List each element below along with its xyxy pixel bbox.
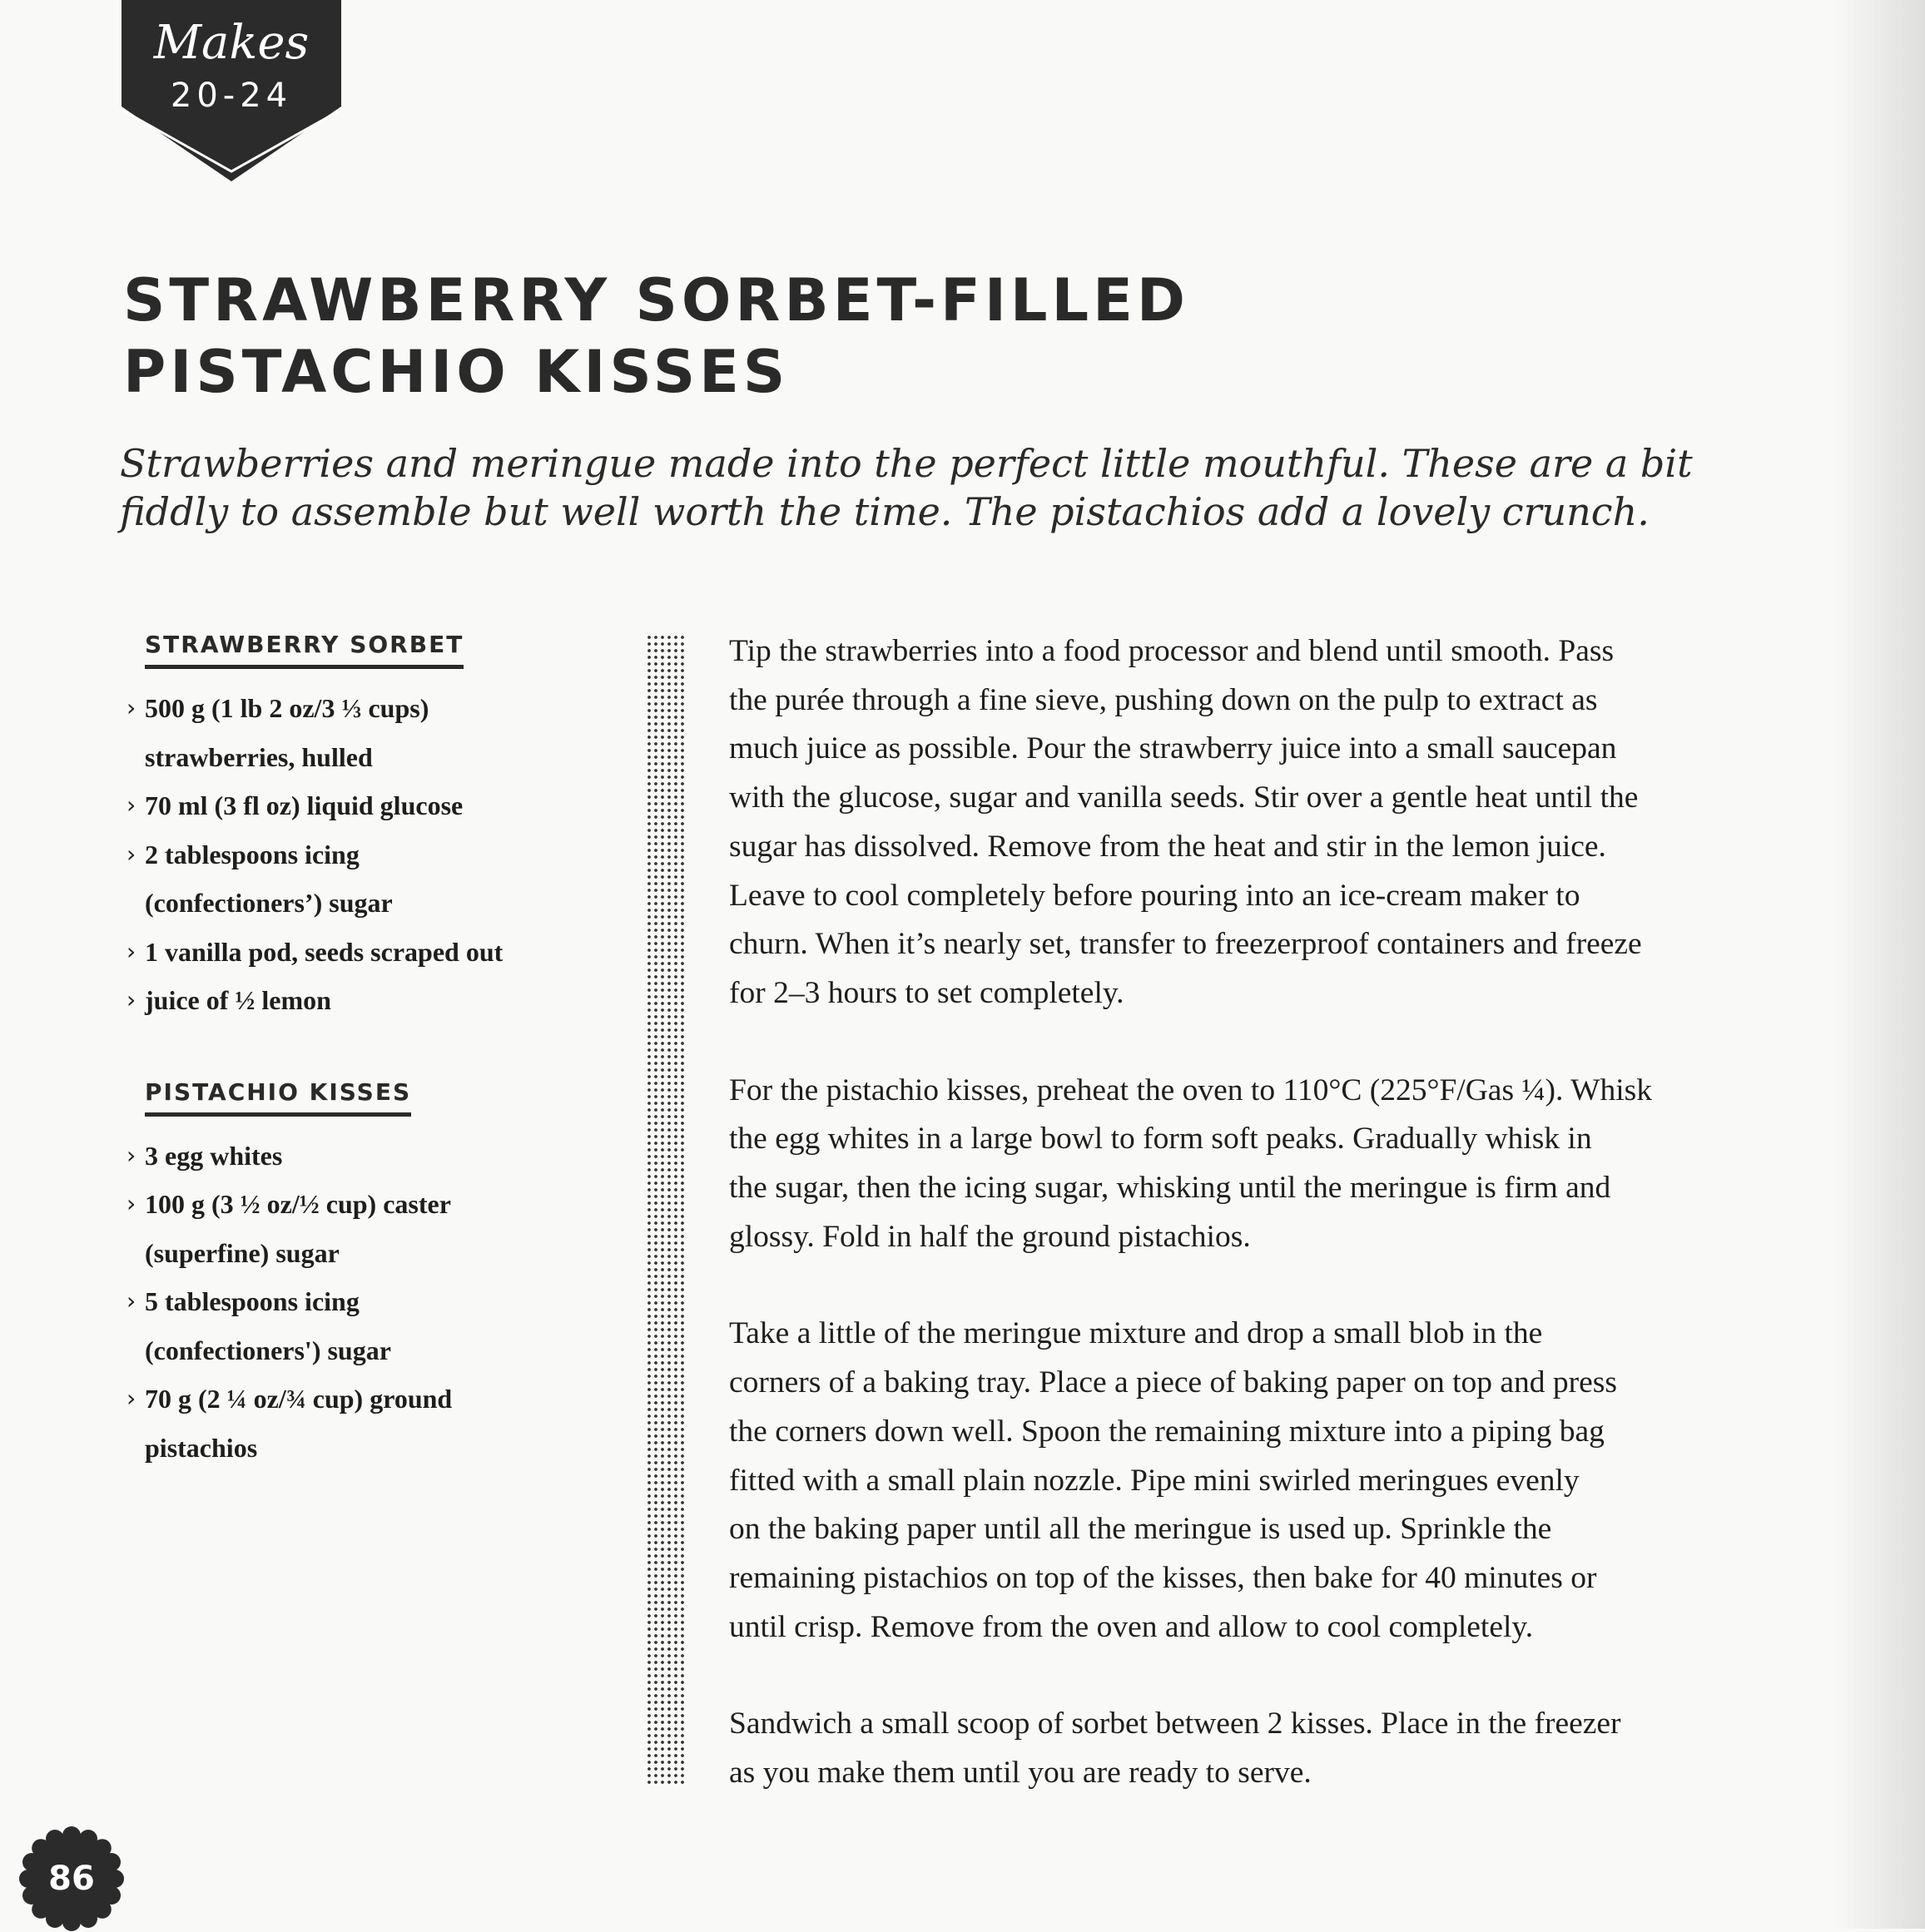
recipe-title-line-2: PISTACHIO KISSES bbox=[123, 338, 790, 406]
bullet-chevron-icon: › bbox=[127, 791, 136, 819]
intro-line-2: fiddly to assemble but well worth the time. The pistachios add a lovely crunch. bbox=[120, 489, 1650, 534]
ingredient-item: › 70 ml (3 fl oz) liquid glucose bbox=[145, 781, 611, 830]
method-paragraph: For the pistachio kisses, preheat the oven to 110°C (225°F/Gas ¼). Whisk the egg whites in a large bowl to form soft peaks. Gradually whisk in the sugar, then the icing sugar, whisking until the meringue is firm and glossy. Fold in half the ground pistachios. bbox=[729, 1073, 1653, 1254]
ingredient-item: › juice of ½ lemon bbox=[145, 976, 611, 1025]
ingredient-item: › 1 vanilla pod, seeds scraped out bbox=[145, 928, 611, 977]
kisses-heading: PISTACHIO KISSES bbox=[145, 1078, 411, 1117]
kisses-ingredient-list bbox=[127, 1132, 611, 1473]
bullet-chevron-icon: › bbox=[127, 1141, 136, 1169]
method-column bbox=[729, 627, 1794, 1846]
dotted-divider bbox=[646, 634, 687, 1786]
ingredient-item: › 2 tablespoons icing (confectioners’) sugar bbox=[145, 830, 611, 928]
makes-count: 20-24 bbox=[170, 77, 293, 115]
bullet-chevron-icon: › bbox=[127, 937, 136, 965]
makes-badge bbox=[122, 0, 341, 185]
page-gutter-shadow bbox=[1833, 0, 1925, 1929]
method-paragraph: Take a little of the meringue mixture and drop a small blob in the corners of a baking tray. Place a piece of baking paper on top and press the corners down well. Spoon the remaining mixture into a piping bag fitted with a small plain nozzle. Pipe mini swirled meringues evenly on the baking paper until all the meringue is used up. Sprinkle the remaining pistachios on top of the kisses, then bake for 40 minutes or until crisp. Remove from the oven and allow to cool completely. bbox=[729, 1316, 1617, 1644]
method-paragraph: Tip the strawberries into a food processor and blend until smooth. Pass the purée through a fine sieve, pushing down on the pulp to extract as much juice as possible. Pour the strawberry juice into a small saucepan with the glucose, sugar and vanilla seeds. Stir over a gentle heat until the sugar has dissolved. Remove from the heat and stir in the lemon juice. Leave to cool completely before pouring into an ice-cream maker to churn. When it’s nearly set, transfer to freezerproof containers and freeze for 2–3 hours to set completely. bbox=[729, 634, 1642, 1010]
ingredients-column bbox=[127, 631, 611, 1472]
bullet-chevron-icon: › bbox=[127, 1385, 136, 1412]
ingredient-item: › 5 tablespoons icing (confectioners') sugar bbox=[145, 1277, 611, 1375]
method-paragraph: Sandwich a small scoop of sorbet between 2 kisses. Place in the freezer as you make them until you are ready to serve. bbox=[729, 1707, 1621, 1791]
sorbet-heading: STRAWBERRY SORBET bbox=[145, 631, 464, 669]
bullet-chevron-icon: › bbox=[127, 840, 136, 868]
page-number-badge bbox=[18, 1825, 125, 1932]
page-number: 86 bbox=[48, 1860, 95, 1898]
bullet-chevron-icon: › bbox=[127, 1287, 136, 1315]
ingredient-item: › 100 g (3 ½ oz/½ cup) caster (superfine) sugar bbox=[145, 1180, 611, 1277]
bullet-chevron-icon: › bbox=[127, 986, 136, 1013]
bullet-chevron-icon: › bbox=[127, 1190, 136, 1217]
intro-line-1: Strawberries and meringue made into the perfect little mouthful. These are a bit bbox=[120, 441, 1693, 486]
ingredient-item: › 500 g (1 lb 2 oz/3 ⅓ cups) strawberries, hulled bbox=[145, 684, 611, 781]
recipe-intro bbox=[120, 439, 1701, 536]
recipe-title bbox=[123, 265, 1189, 408]
recipe-title-line-1: STRAWBERRY SORBET-FILLED bbox=[123, 266, 1190, 334]
ingredient-item: › 70 g (2 ¼ oz/¾ cup) ground pistachios bbox=[145, 1375, 611, 1472]
bullet-chevron-icon: › bbox=[127, 694, 136, 721]
sorbet-ingredient-list bbox=[127, 684, 611, 1025]
makes-label: Makes bbox=[153, 16, 310, 70]
ingredient-item: › 3 egg whites bbox=[145, 1132, 611, 1181]
